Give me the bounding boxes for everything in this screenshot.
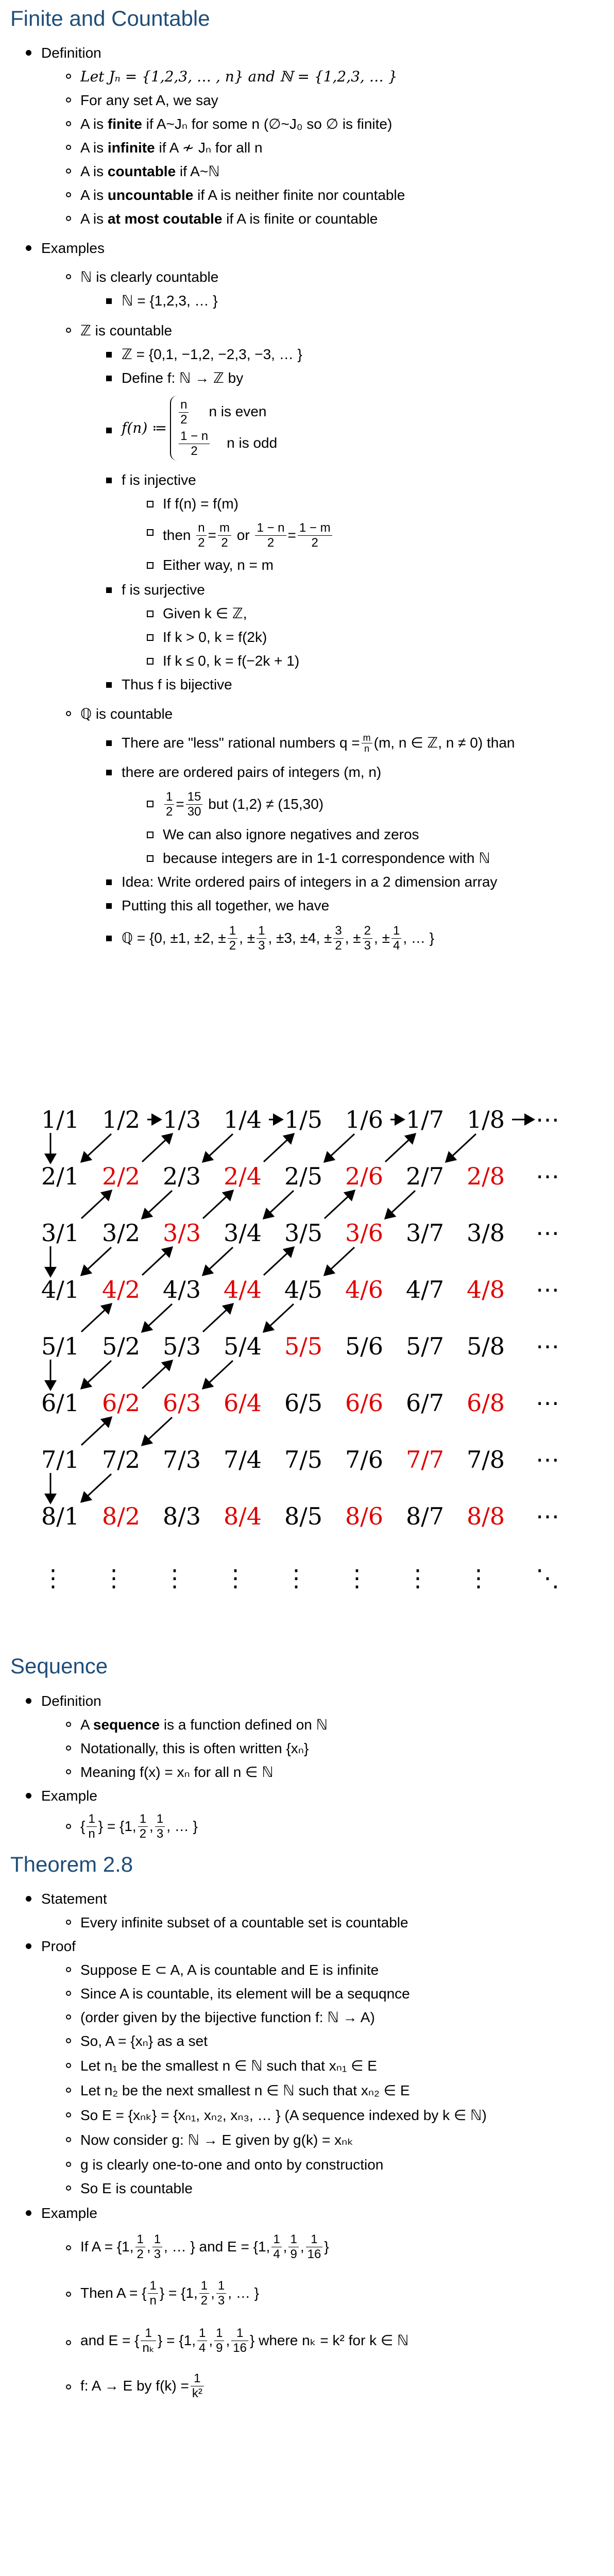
grid-cell-8-3: 8/3 xyxy=(163,1502,201,1530)
seq-def-2: Notationally, this is often written {xₙ} xyxy=(80,1740,309,1756)
bullet xyxy=(66,328,71,333)
grid-cell-6-3: 6/3 xyxy=(163,1389,201,1417)
q-line-3: $\frac{1}{2}$ = $\frac{15}{30}$ but (1,2) ≠ (15,30) xyxy=(163,787,323,821)
grid-cell-7-6: 7/6 xyxy=(345,1446,384,1473)
grid-cell-6-6: 6/6 xyxy=(345,1389,384,1417)
bullet xyxy=(106,770,112,775)
grid-cell-3-5: 3/5 xyxy=(284,1219,323,1247)
proof-3: (order given by the bijective function f: ℕ → A) xyxy=(80,2009,375,2025)
zigzag-arrow-11 xyxy=(142,1134,172,1162)
zigzag-arrow-29 xyxy=(385,1134,415,1162)
grid-cell-8-4: 8/4 xyxy=(224,1502,262,1530)
grid-cell-3-4: 3/4 xyxy=(224,1219,262,1247)
proof-5: Let n₁ be the smallest n ∈ ℕ such that xₙ₁ ∈ E xyxy=(80,2058,377,2074)
proof-10: So E is countable xyxy=(80,2180,193,2196)
bullet xyxy=(106,428,112,433)
grid-cell-3-8: 3/8 xyxy=(467,1219,505,1247)
zigzag-arrow-32 xyxy=(325,1247,354,1275)
bullet xyxy=(106,682,112,688)
zigzag-arrow-22 xyxy=(142,1304,172,1332)
bullet xyxy=(66,2384,71,2389)
grid-cell-6-2: 6/2 xyxy=(102,1389,141,1417)
bullet xyxy=(66,97,71,103)
heading-theorem: Theorem 2.8 xyxy=(10,1852,133,1876)
def-line-7: A is at most coutable if A is finite or countable xyxy=(80,211,378,227)
bullet xyxy=(26,2210,31,2216)
grid-cell-5-5: 5/5 xyxy=(284,1332,323,1360)
seq-def-1: A sequence is a function defined on ℕ xyxy=(80,1717,328,1733)
grid-cell-2-3: 2/3 xyxy=(163,1162,201,1190)
zigzag-arrow-35 xyxy=(142,1417,172,1445)
zigzag-arrow-25 xyxy=(142,1361,172,1388)
grid-cell-5-9: ⋯ xyxy=(536,1332,559,1360)
grid-cell-9-5: ⋮ xyxy=(284,1564,308,1592)
grid-cell-7-5: 7/5 xyxy=(284,1446,323,1473)
bullet xyxy=(66,1920,71,1925)
bullet xyxy=(106,740,112,746)
grid-cell-3-3: 3/3 xyxy=(163,1219,201,1247)
grid-cell-4-3: 4/3 xyxy=(163,1276,201,1303)
zigzag-arrow-23 xyxy=(81,1361,111,1388)
bullet xyxy=(106,936,112,941)
zigzag-arrow-28 xyxy=(325,1191,354,1218)
grid-cell-7-2: 7/2 xyxy=(102,1446,141,1473)
bullet xyxy=(147,501,154,507)
zigzag-arrow-13 xyxy=(142,1191,172,1218)
bullet xyxy=(106,298,112,304)
bullet xyxy=(66,192,71,197)
q-line-2: there are ordered pairs of integers (m, n) xyxy=(122,764,382,780)
proof-label: Proof xyxy=(41,1938,76,1954)
grid-cell-5-4: 5/4 xyxy=(224,1332,262,1360)
seq-example-label: Example xyxy=(41,1788,97,1804)
theorem-example-2: Then A = { 1 n } = {1, 1 2 , 1 3 , … } xyxy=(80,2278,259,2308)
grid-cell-1-5: 1/5 xyxy=(284,1106,323,1133)
sur-line-3: If k ≤ 0, k = f(−2k + 1) xyxy=(163,653,300,669)
def-line-4: A is infinite if A ≁ Jₙ for all n xyxy=(80,140,263,156)
bullet xyxy=(66,121,71,126)
bullet xyxy=(66,216,71,221)
bullet xyxy=(66,1769,71,1774)
grid-cell-6-1: 6/1 xyxy=(41,1389,80,1417)
bullet xyxy=(26,1943,31,1949)
bullet xyxy=(66,2185,71,2191)
define-f: Define f: ℕ → ℤ by xyxy=(122,370,244,386)
grid-cell-5-1: 5/1 xyxy=(41,1332,80,1360)
def-line-3: A is finite if A~Jₙ for some n (∅~J₀ so ∅ is finite) xyxy=(80,116,393,132)
grid-cell-1-1: 1/1 xyxy=(41,1106,80,1133)
bullet xyxy=(66,168,71,174)
bullet xyxy=(66,2014,71,2020)
zigzag-arrow-31 xyxy=(385,1191,415,1218)
sur-line-1: Given k ∈ ℤ, xyxy=(163,605,247,621)
zigzag-arrow-19 xyxy=(325,1134,354,1162)
grid-cell-2-4: 2/4 xyxy=(224,1162,262,1190)
grid-cell-8-2: 8/2 xyxy=(102,1502,141,1530)
grid-cell-9-7: ⋮ xyxy=(406,1564,430,1592)
bullet xyxy=(66,2038,71,2043)
bullet xyxy=(66,1722,71,1727)
grid-cell-3-6: 3/6 xyxy=(345,1219,384,1247)
n-countable: ℕ is clearly countable xyxy=(80,269,219,285)
grid-cell-6-4: 6/4 xyxy=(224,1389,262,1417)
q-line-7: Putting this all together, we have xyxy=(122,897,330,913)
bullet xyxy=(66,2088,71,2093)
grid-cell-8-6: 8/6 xyxy=(345,1502,384,1530)
q-line-8: ℚ = {0, ±1, ±2, ± $\frac{1}{2}$ , ± $\frac{1}{3}$ , ±3, ±4, ± $\frac{3}{2}$ , ± $\frac{2}{3}$ , ± $\frac{1}{4}$ , … } xyxy=(122,923,435,953)
bullet xyxy=(147,832,154,838)
bullet xyxy=(147,658,154,665)
grid-cell-4-1: 4/1 xyxy=(41,1276,80,1303)
proof-9: g is clearly one-to-one and onto by construction xyxy=(80,2157,384,2173)
grid-cell-9-4: ⋮ xyxy=(224,1564,247,1592)
proof-4: So, A = {xₙ} as a set xyxy=(80,2033,208,2049)
zigzag-arrow-14 xyxy=(81,1247,111,1275)
grid-cell-2-7: 2/7 xyxy=(406,1162,445,1190)
grid-cell-6-7: 6/7 xyxy=(406,1389,445,1417)
statement-label: Statement xyxy=(41,1891,107,1907)
zigzag-arrow-12 xyxy=(203,1134,233,1162)
def-line-2: For any set A, we say xyxy=(80,92,218,108)
bullet xyxy=(66,274,71,279)
grid-cell-2-1: 2/1 xyxy=(41,1162,80,1190)
seq-def-3: Meaning f(x) = xₙ for all n ∈ ℕ xyxy=(80,1764,274,1780)
bullet xyxy=(26,1698,31,1704)
grid-cell-6-9: ⋯ xyxy=(536,1389,559,1417)
grid-cell-7-7: 7/7 xyxy=(406,1446,445,1473)
theorem-example-1: If A = {1, 1 2 , 1 3 , … } and E = {1, 1 4 , 1 9 , 1 16 } xyxy=(80,2232,329,2261)
zigzag-arrow-21 xyxy=(203,1247,233,1275)
zigzag-arrows xyxy=(0,1092,614,1607)
statement-text: Every infinite subset of a countable set is countable xyxy=(80,1914,408,1930)
z-countable: ℤ is countable xyxy=(80,323,173,338)
examples-label: Examples xyxy=(41,240,105,256)
grid-cell-7-8: 7/8 xyxy=(467,1446,505,1473)
zigzag-arrow-9 xyxy=(81,1134,111,1162)
bullet xyxy=(147,855,154,862)
bullet xyxy=(147,801,154,807)
bullet xyxy=(66,1967,71,1972)
grid-cell-5-8: 5/8 xyxy=(467,1332,505,1360)
grid-cell-4-9: ⋯ xyxy=(536,1276,559,1303)
bullet xyxy=(26,245,31,251)
bullet xyxy=(26,1896,31,1902)
bullet xyxy=(66,1745,71,1751)
zigzag-arrow-36 xyxy=(81,1474,111,1502)
q-line-4: We can also ignore negatives and zeros xyxy=(163,826,419,842)
bullet xyxy=(26,1793,31,1799)
bullet xyxy=(66,2292,71,2297)
grid-cell-7-4: 7/4 xyxy=(224,1446,262,1473)
bullet xyxy=(66,1824,71,1829)
zigzag-arrow-26 xyxy=(203,1304,233,1332)
bullet xyxy=(66,1991,71,1996)
grid-cell-9-9: ⋱ xyxy=(536,1564,559,1592)
bullet xyxy=(147,562,154,569)
grid-cell-8-7: 8/7 xyxy=(406,1502,445,1530)
def-line-5: A is countable if A~ℕ xyxy=(80,163,220,179)
f-definition: f(n) ≔ $\frac{n}{2}$ n is even $\frac{1 - n}{2}$ n is odd xyxy=(122,395,277,462)
grid-cell-1-6: 1/6 xyxy=(345,1106,384,1133)
grid-cell-4-2: 4/2 xyxy=(102,1276,141,1303)
grid-cell-7-3: 7/3 xyxy=(163,1446,201,1473)
grid-cell-3-2: 3/2 xyxy=(102,1219,141,1247)
grid-cell-7-1: 7/1 xyxy=(41,1446,80,1473)
grid-cell-5-2: 5/2 xyxy=(102,1332,141,1360)
grid-cell-8-8: 8/8 xyxy=(467,1502,505,1530)
grid-cell-6-5: 6/5 xyxy=(284,1389,323,1417)
bullet xyxy=(147,611,154,617)
bullet xyxy=(66,2063,71,2068)
grid-cell-1-4: 1/4 xyxy=(224,1106,262,1133)
zigzag-arrow-33 xyxy=(264,1304,294,1332)
heading-sequence: Sequence xyxy=(10,1654,108,1678)
zigzag-arrow-10 xyxy=(81,1191,111,1218)
theorem-example-4: f: A → E by f(k) = $\frac{1}{\text{k²}}$ xyxy=(80,2368,206,2404)
grid-cell-1-8: 1/8 xyxy=(467,1106,505,1133)
grid-cell-9-8: ⋮ xyxy=(467,1564,490,1592)
inj-line-2: then $\frac{n}{2}$ = $\frac{m}{2}$ or $\frac{1 - n}{2}$ = $\frac{1 - m}{2}$ xyxy=(163,517,334,553)
z-set: ℤ = {0,1, −1,2, −2,3, −3, … } xyxy=(122,346,302,362)
grid-cell-5-6: 5/6 xyxy=(345,1332,384,1360)
grid-cell-2-8: 2/8 xyxy=(467,1162,505,1190)
proof-7: So E = {xₙₖ} = {xₙ₁, xₙ₂, xₙ₃, … } (A sequence indexed by k ∈ ℕ) xyxy=(80,2107,487,2123)
grid-cell-3-1: 3/1 xyxy=(41,1219,80,1247)
grid-cell-8-9: ⋯ xyxy=(536,1502,559,1530)
bullet xyxy=(66,2162,71,2167)
proof-6: Let n₂ be the next smallest n ∈ ℕ such that xₙ₂ ∈ E xyxy=(80,2082,410,2098)
seq-example: { 1 n } = {1, 1 2 , 1 3 , … } xyxy=(80,1811,198,1841)
def-line-6: A is uncountable if A is neither finite nor countable xyxy=(80,187,405,203)
bullet xyxy=(66,74,71,79)
def-line-1: Let Jₙ = {1,2,3, … , n} and ℕ = {1,2,3, … } xyxy=(80,68,398,85)
heading-finite-countable: Finite and Countable xyxy=(10,6,210,30)
zigzag-arrow-16 xyxy=(142,1247,172,1275)
grid-cell-8-1: 8/1 xyxy=(41,1502,80,1530)
zigzag-arrow-27 xyxy=(264,1247,294,1275)
grid-cell-9-2: ⋮ xyxy=(102,1564,126,1592)
q-line-5: because integers are in 1-1 correspondence with ℕ xyxy=(163,850,490,866)
zigzag-arrow-15 xyxy=(81,1304,111,1332)
grid-cell-5-3: 5/3 xyxy=(163,1332,201,1360)
zigzag-arrow-18 xyxy=(264,1134,294,1162)
definition-label: Definition xyxy=(41,45,101,61)
zigzag-arrow-17 xyxy=(203,1191,233,1218)
f-surjective: f is surjective xyxy=(122,582,205,598)
theorem-example-label: Example xyxy=(41,2205,97,2221)
f-injective: f is injective xyxy=(122,472,196,488)
grid-cell-2-6: 2/6 xyxy=(345,1162,384,1190)
q-countable: ℚ is countable xyxy=(80,706,173,722)
zigzag-arrow-34 xyxy=(203,1361,233,1388)
grid-cell-1-2: 1/2 xyxy=(102,1106,141,1133)
bullet xyxy=(26,50,31,56)
grid-cell-1-3: 1/3 xyxy=(163,1106,201,1133)
grid-cell-9-1: ⋮ xyxy=(41,1564,65,1592)
grid-cell-2-5: 2/5 xyxy=(284,1162,323,1190)
grid-cell-4-5: 4/5 xyxy=(284,1276,323,1303)
grid-cell-1-7: 1/7 xyxy=(406,1106,445,1133)
grid-cell-8-5: 8/5 xyxy=(284,1502,323,1530)
grid-cell-4-7: 4/7 xyxy=(406,1276,445,1303)
bullet xyxy=(66,2137,71,2142)
inj-line-1: If f(n) = f(m) xyxy=(163,496,238,512)
bullet xyxy=(106,903,112,909)
grid-cell-2-2: 2/2 xyxy=(102,1162,141,1190)
grid-cell-3-9: ⋯ xyxy=(536,1219,559,1247)
grid-cell-5-7: 5/7 xyxy=(406,1332,445,1360)
bullet xyxy=(66,2340,71,2345)
thus-bijective: Thus f is bijective xyxy=(122,676,232,692)
grid-cell-4-6: 4/6 xyxy=(345,1276,384,1303)
bullet xyxy=(66,2112,71,2117)
grid-cell-9-6: ⋮ xyxy=(345,1564,369,1592)
zigzag-arrow-30 xyxy=(446,1134,476,1162)
bullet xyxy=(66,711,71,716)
seq-definition-label: Definition xyxy=(41,1693,101,1709)
bullet xyxy=(106,376,112,381)
q-line-6: Idea: Write ordered pairs of integers in a 2 dimension array xyxy=(122,874,498,890)
grid-cell-4-8: 4/8 xyxy=(467,1276,505,1303)
proof-2: Since A is countable, its element will be a sequqnce xyxy=(80,1986,410,2002)
sur-line-2: If k > 0, k = f(2k) xyxy=(163,629,267,645)
grid-cell-3-7: 3/7 xyxy=(406,1219,445,1247)
theorem-example-3: and E = { 1 nₖ } = {1, 1 4 , 1 9 , 1 16 } where nₖ = k² for k ∈ ℕ xyxy=(80,2326,409,2355)
zigzag-arrow-20 xyxy=(264,1191,294,1218)
grid-cell-9-3: ⋮ xyxy=(163,1564,186,1592)
inj-line-3: Either way, n = m xyxy=(163,557,274,573)
bullet xyxy=(66,2245,71,2250)
bullet xyxy=(106,587,112,593)
grid-cell-6-8: 6/8 xyxy=(467,1389,505,1417)
bullet xyxy=(106,352,112,358)
bullet xyxy=(66,145,71,150)
bullet xyxy=(106,478,112,483)
proof-8: Now consider g: ℕ → E given by g(k) = xₙₖ xyxy=(80,2132,354,2148)
bullet xyxy=(106,879,112,885)
proof-1: Suppose E ⊂ A, A is countable and E is infinite xyxy=(80,1962,379,1978)
q-line-1: There are "less" rational numbers q = $\frac{m}{n}$ (m, n ∈ ℤ, n ≠ 0) than xyxy=(122,732,515,754)
n-set: ℕ = {1,2,3, … } xyxy=(122,293,218,309)
bullet xyxy=(147,634,154,641)
zigzag-arrow-24 xyxy=(81,1417,111,1445)
grid-cell-4-4: 4/4 xyxy=(224,1276,262,1303)
bullet xyxy=(147,529,154,536)
grid-cell-2-9: ⋯ xyxy=(536,1162,559,1190)
grid-cell-1-9: ⋯ xyxy=(536,1106,559,1133)
grid-cell-7-9: ⋯ xyxy=(536,1446,559,1473)
